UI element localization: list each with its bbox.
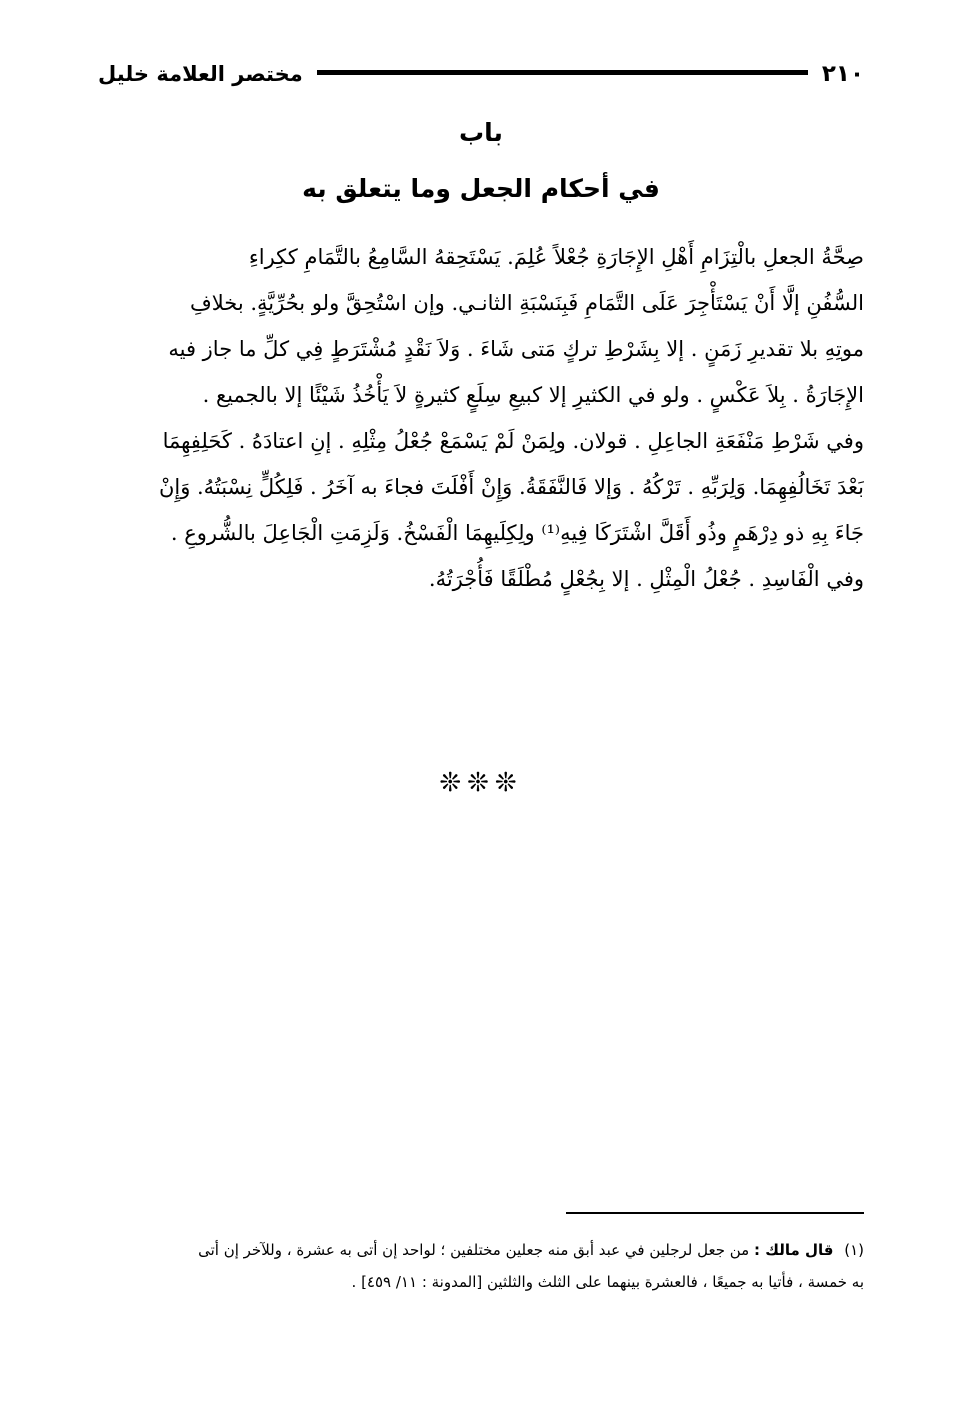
footnote-marker: (١) [844, 1241, 864, 1259]
chapter-title: في أحكام الجعل وما يتعلق به [302, 174, 660, 203]
body-line: جَاءَ بِهِ ذو دِرْهَمٍ وذُو أَقَلَّ اشْتَرَكَا فِيهِ⁽¹⁾ ولِكِلَيهِمَا الْفَسْخُ. وَلَزِمَتِ الْجَاعِلَ بالشُّروعِ . [170, 521, 864, 545]
body-line: وفي الْفَاسِدِ . جُعْلُ الْمِثْلِ . إلا بِجُعْلٍ مُطْلَقًا فَأُجْرَتُهُ. [428, 567, 864, 591]
page-number: ٢١٠ [821, 61, 864, 87]
running-header [98, 56, 864, 92]
footnote-line: به خمسة ، فأتيا به جميعًا ، فالعشرة بينهما على الثلث والثلثين [المدونة : ١١/ ٤٥٩] . [351, 1273, 864, 1291]
footnote-rule [566, 1212, 864, 1214]
body-line: وفي شَرْطِ مَنْفَعَةِ الجاعِلِ . قولان. ولِمَنْ لَمْ يَسْمَعْ جُعْلُ مِثْلِهِ . إنِ اعتادَهُ . كَحَلِفِهِمَا [162, 429, 864, 453]
footnote-speaker: قال مالك : [754, 1241, 834, 1259]
body-line: بَعْدَ تَخَالُفِهِمَا. وَلِرَبِّهِ . تَرْكُهُ . وَإلا فَالنَّفَقَةُ. وَإِنْ أَفْلَتَ فجاءَ به آخَرُ . فَلِكُلٍّ نِسْبَتُهُ. وَإِنْ [158, 475, 864, 499]
body-text [98, 234, 864, 602]
header-rule [317, 70, 808, 75]
footnote-line [98, 1234, 864, 1266]
body-line: موتِهِ بلا تقديرِ زَمَنٍ . إلا بِشَرْطِ تركٍ مَتى شَاءَ . وَلاَ نَقْدٍ مُشْتَرَطٍ فِي كلِّ ما جاز فيه [168, 337, 864, 361]
body-line: صِحَّةُ الجعلِ بالْتِزَامِ أَهْلِ الإِجَارَةِ جُعْلاً عُلِمَ. يَسْتَحِقهُ السَّامِعُ بالتَّمَامِ ككِراءِ [248, 245, 864, 269]
footnote [98, 1234, 864, 1298]
body-line: الإِجَارَةُ . بِلاَ عَكْسٍ . ولو في الكثيرِ إلا كبيعِ سِلَعٍ كثيرةٍ لاَ يَأْخُذُ شَيْئًا إلا بالجميع . [202, 383, 864, 407]
section-separator: ❊❊❊ [439, 768, 523, 798]
book-title: مختصر العلامة خليل [98, 62, 303, 86]
footnote-text: من جعل لرجلين في عبد أبق منه جعلين مختلفين ؛ لواحد إن أتى به عشرة ، وللآخر إن أتى [198, 1241, 750, 1259]
chapter-label: باب [459, 118, 503, 147]
body-line: السُّفُنِ إلَّا أَنْ يَسْتَأْجِرَ عَلَى التَّمَامِ فَبِنَسْبَةِ الثانـي. وإن اسْتُحِقَّ ولو بحُرِّيَّةٍ. بخلافِ [190, 291, 864, 315]
